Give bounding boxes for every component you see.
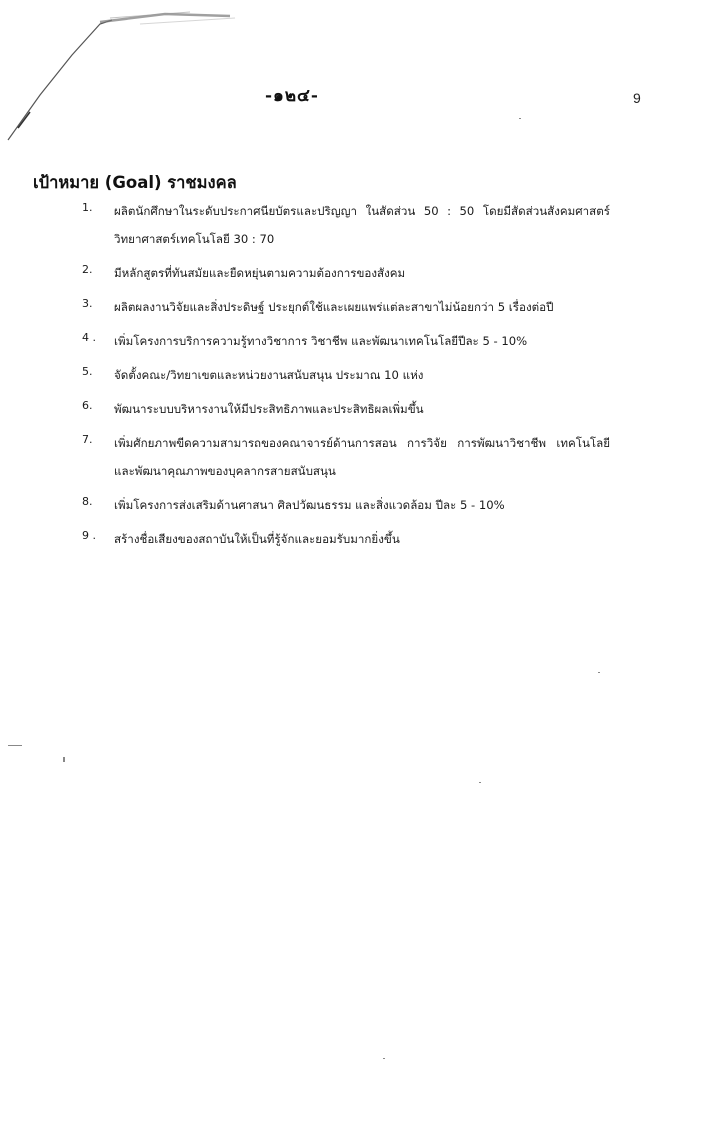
goal-text: เพิ่มโครงการบริการความรู้ทางวิชาการ วิชาชีพ และพัฒนาเทคโนโลยีปีละ 5 - 10%: [114, 334, 528, 348]
scan-speck: [383, 1058, 385, 1059]
goal-list: [82, 197, 610, 559]
scan-speck: [598, 672, 600, 673]
goal-item-7: [82, 429, 610, 485]
goal-item-6: [82, 395, 610, 423]
goal-text: ผลิตนักศึกษาในระดับประกาศนียบัตรและปริญญา ในสัดส่วน 50 : 50 โดยมีสัดส่วนสังคมศาสตร์ วิทยาศาสตร์เทคโนโลยี 30 : 70: [114, 204, 610, 246]
goal-number: 5.: [82, 365, 93, 378]
page-number: 9: [633, 90, 641, 106]
goal-text: จัดตั้งคณะ/วิทยาเขตและหน่วยงานสนับสนุน ประมาณ 10 แห่ง: [114, 368, 424, 382]
goal-text: สร้างชื่อเสียงของสถาบันให้เป็นที่รู้จักและยอมรับมากยิ่งขึ้น: [114, 532, 400, 546]
goal-number: 2.: [82, 263, 93, 276]
goal-item-5: [82, 361, 610, 389]
scan-speck: [8, 745, 22, 746]
goal-number: 6.: [82, 399, 93, 412]
goal-text: เพิ่มโครงการส่งเสริมด้านศาสนา ศิลปวัฒนธรรม และสิ่งแวดล้อม ปีละ 5 - 10%: [114, 498, 505, 512]
goal-item-4: [82, 327, 610, 355]
goal-text: ผลิตผลงานวิจัยและสิ่งประดิษฐ์ ประยุกต์ใช้และเผยแพร่แต่ละสาขาไม่น้อยกว่า 5 เรื่องต่อปี: [114, 300, 554, 314]
goal-item-2: [82, 259, 610, 287]
scan-speck: [63, 757, 65, 762]
goal-number: 8.: [82, 495, 93, 508]
scan-speck: [479, 782, 481, 783]
goal-number: 7.: [82, 433, 93, 446]
section-heading: เป้าหมาย (Goal) ราชมงคล: [33, 173, 237, 192]
goal-number: 3.: [82, 297, 93, 310]
goal-text: เพิ่มศักยภาพขีดความสามารถของคณาจารย์ด้านการสอน การวิจัย การพัฒนาวิชาชีพ เทคโนโลยี และพัฒนาคุณภาพของบุคลากรสายสนับสนุน: [114, 436, 610, 478]
goal-text: พัฒนาระบบบริหารงานให้มีประสิทธิภาพและประสิทธิผลเพิ่มขึ้น: [114, 402, 424, 416]
goal-number: 1.: [82, 201, 93, 214]
goal-item-1: [82, 197, 610, 253]
goal-item-9: [82, 525, 610, 553]
goal-item-3: [82, 293, 610, 321]
scan-speck: [519, 118, 521, 119]
goal-item-8: [82, 491, 610, 519]
goal-number: 9 .: [82, 529, 96, 542]
goal-number: 4 .: [82, 331, 96, 344]
goal-text: มีหลักสูตรที่ทันสมัยและยืดหยุ่นตามความต้องการของสังคม: [114, 266, 406, 280]
scan-fold-mark: [0, 0, 727, 160]
handwritten-page-number: -๑๒๔-: [265, 86, 319, 106]
